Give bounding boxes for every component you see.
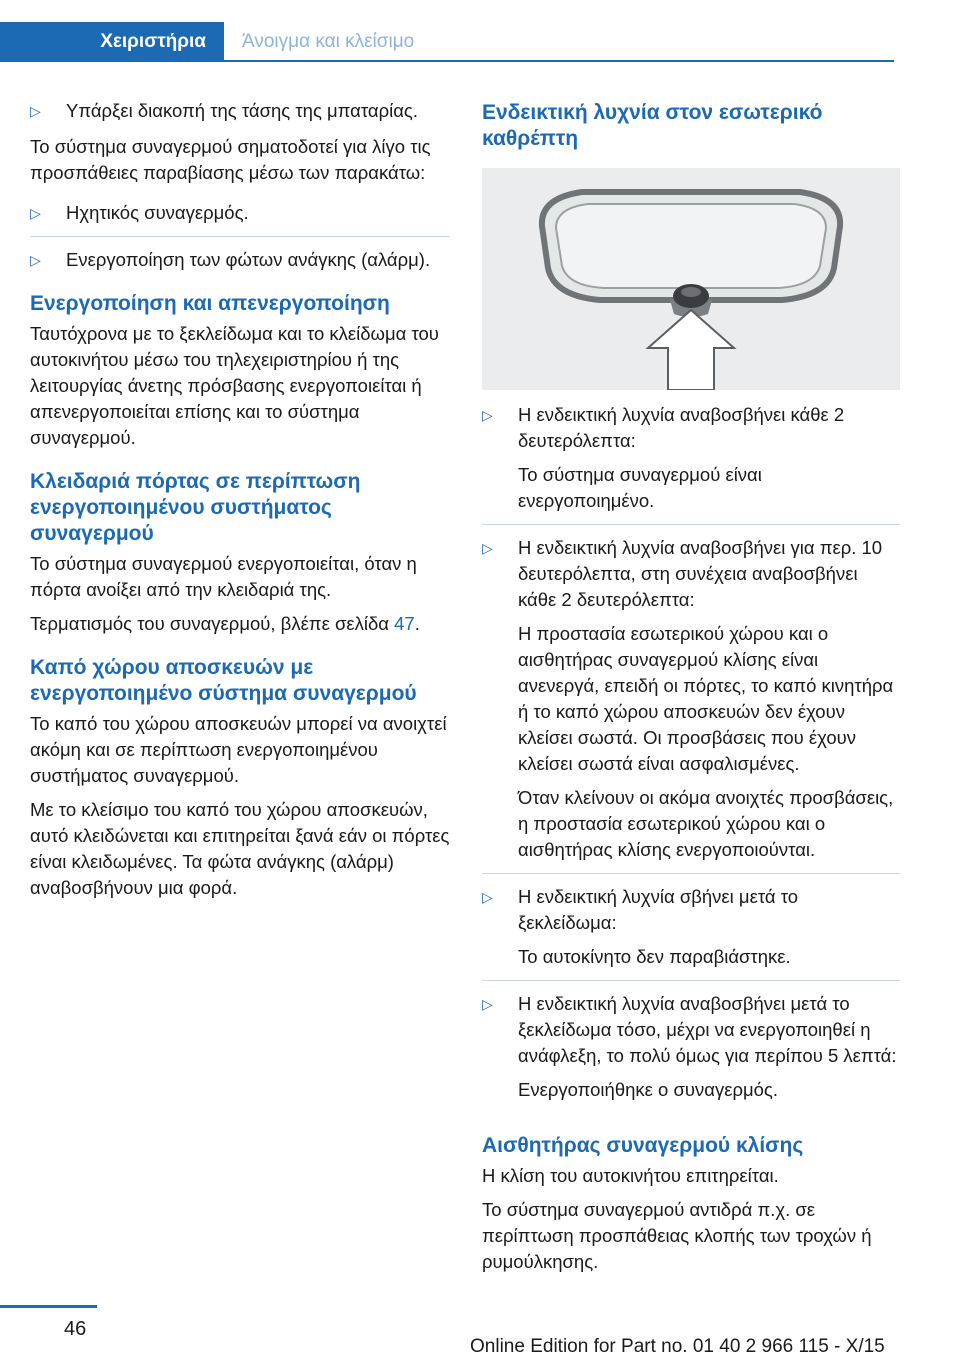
list-item [482,991,900,1103]
footer-rule [0,1305,97,1308]
section-tab-active[interactable]: Χειριστήρια [0,22,224,62]
list-divider [30,236,450,237]
list-item-text: Η ενδεικτική λυχνία σβήνει μετά το ξεκλείδωμα: [518,886,799,933]
footer-edition: Online Edition for Part no. 01 40 2 966 115 - X/15 [470,1336,885,1357]
triangle-right-icon: ▷ [30,103,41,119]
list-item-text: Η ενδεικτική λυχνία αναβοσβήνει μετά το ξεκλείδωμα τόσο, μέχρι να ενεργοποιηθεί η ανάφλεξη, το πολύ όμως για περίπου 5 λεπτά: [518,993,897,1066]
list-item [30,247,450,273]
section-heading: Κλειδαριά πόρτας σε περίπτωση ενεργοποιημένου συστήματος συναγερμού [30,470,361,545]
paragraph: Το σύστημα συναγερμού ενεργοποιείται, όταν η πόρτα ανοίξει από την κλειδαριά της. [30,553,417,600]
paragraph: Το σύστημα συναγερμού σηματοδοτεί για λίγο τις προσπάθειες παραβίασης μέσω των παρακάτω: [30,136,431,183]
paragraph: Ταυτόχρονα με το ξεκλείδωμα και το κλείδωμα του αυτοκινήτου μέσω του τηλεχειριστηρίου ή της λειτουργίας άνετης πρόσβασης ενεργοποιείται ή απενεργοποιείται επίσης και το σύστημα συναγερμού. [30,323,439,448]
list-item [482,535,900,863]
section-heading: Καπό χώρου αποσκευών με ενεργοποιημένο σύστημα συναγερμού [30,656,417,705]
paragraph: Το καπό του χώρου αποσκευών μπορεί να ανοιχτεί ακόμη και σε περίπτωση ενεργοποιημένου συστήματος συναγερμού. [30,713,447,786]
list-item-detail: Ενεργοποιήθηκε ο συναγερμός. [518,1079,778,1100]
mirror-icon [482,168,900,390]
list-item-text: Ηχητικός συναγερμός. [66,202,249,223]
triangle-right-icon: ▷ [482,407,493,423]
list-item-text: Υπάρξει διακοπή της τάσης της μπαταρίας. [66,100,418,121]
paragraph: Με το κλείσιμο του καπό του χώρου αποσκευών, αυτό κλειδώνεται και επιτηρείται ξανά εάν οι πόρτες είναι κλειδωμένες. Τα φώτα ανάγκης (αλάρμ) αναβοσβήνουν μια φορά. [30,799,450,898]
page-number: 46 [64,1318,87,1340]
triangle-right-icon: ▷ [482,889,493,905]
left-column [30,98,450,909]
triangle-right-icon: ▷ [482,996,493,1012]
section-heading: Αισθητήρας συναγερμού κλίσης [482,1134,804,1157]
paragraph-text: . [414,613,420,634]
list-item-detail: Όταν κλείνουν οι ακόμα ανοιχτές προσβάσεις, η προστασία εσωτερικού χώρου και ο αισθητήρας κλίσης ενεργοποιούνται. [518,787,894,860]
page-link[interactable]: 47 [394,613,415,634]
list-item-detail: Το αυτοκίνητο δεν παραβιάστηκε. [518,946,791,967]
triangle-right-icon: ▷ [30,205,41,221]
triangle-right-icon: ▷ [30,252,41,268]
right-column [482,98,900,1283]
list-item [482,884,900,970]
paragraph-text: Τερματισμός του συναγερμού, βλέπε σελίδα [30,613,395,634]
section-heading: Ενεργοποίηση και απενεργοποίηση [30,292,390,315]
list-item-detail: Η προστασία εσωτερικού χώρου και ο αισθητήρας συναγερμού κλίσης είναι ανενεργά, επειδή οι πόρτες, το καπό κινητήρα ή το καπό χώρου αποσκευών δεν έχουν κλείσει σωστά. Οι προσβάσεις που έχουν κλείσει σωστά είναι ασφαλισμένες. [518,623,894,774]
list-item [30,98,450,124]
rear-view-mirror-illustration [482,168,900,390]
list-divider [482,524,900,525]
list-divider [482,873,900,874]
list-item [30,200,450,226]
page-header [0,0,960,62]
paragraph: Η κλίση του αυτοκινήτου επιτηρείται. [482,1165,779,1186]
list-item [482,402,900,514]
header-rule [224,60,894,62]
paragraph: Το σύστημα συναγερμού αντιδρά π.χ. σε περίπτωση προσπάθειας κλοπής των τροχών ή ρυμούλκησης. [482,1199,872,1272]
triangle-right-icon: ▷ [482,540,493,556]
list-divider [482,980,900,981]
list-item-detail: Το σύστημα συναγερμού είναι ενεργοποιημένο. [518,464,762,511]
list-item-text: Η ενδεικτική λυχνία αναβοσβήνει για περ. 10 δευτερόλεπτα, στη συνέχεια αναβοσβήνει κάθε 2 δευτερόλεπτα: [518,537,883,610]
list-item-text: Ενεργοποίηση των φώτων ανάγκης (αλάρμ). [66,249,431,270]
section-tab-inactive[interactable]: Άνοιγμα και κλείσιμο [242,31,415,52]
list-item-text: Η ενδεικτική λυχνία αναβοσβήνει κάθε 2 δευτερόλεπτα: [518,404,845,451]
section-heading: Ενδεικτική λυχνία στον εσωτερικό καθρέπτη [482,101,823,150]
paragraph [30,611,450,637]
